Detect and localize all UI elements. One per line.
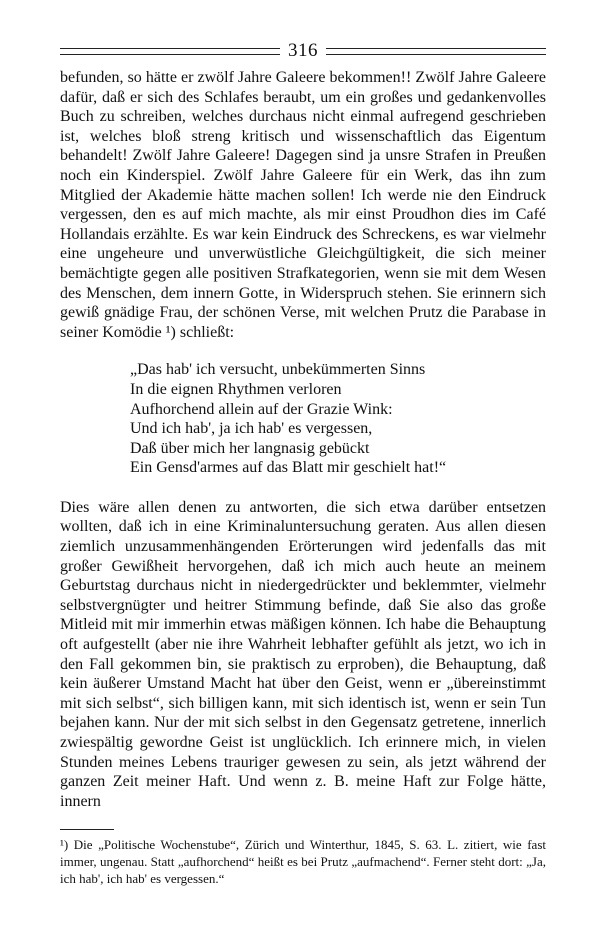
page-header <box>60 40 546 62</box>
body-paragraph-2: Dies wäre allen denen zu antworten, die sich etwa darüber entsetzen wollten, daß ich in eine Kriminaluntersuchung geraten. Aus allen diesen ziemlich unzusammenhängenden Erörterungen wird jedenfalls das mit großer Gewißheit hervorgehen, daß ich mich auch heute an meinem Geburtstag durchaus nicht in niedergedrückter und beklemmter, vielmehr selbstvergnügter und heitrer Stimmung befinde, daß Sie also das große Mitleid mit mir immerhin etwas mäßigen können. Ich habe die Behauptung oft aufgestellt (aber nie ihre Wahrheit lebhafter gefühlt als jetzt, wo ich in den Fall gekommen bin, sie praktisch zu erproben), die Behauptung, daß kein äußerer Umstand Macht hat über den Geist, wenn er „übereinstimmt mit sich selbst“, sich billigen kann, mit sich identisch ist, wenn er sein Tun bejahen kann. Nur der mit sich selbst in den Gegensatz getretene, innerlich zwiespältig gewordne Geist ist unglücklich. Ich erinnere mich, in vielen Stunden meines Lebens trauriger gewesen zu sein, als jetzt während der ganzen Zeit meiner Haft. Und wenn z. B. meine Haft zur Folge hätte, innern <box>60 498 546 810</box>
footnote: ¹) Die „Politische Wochenstube“, Zürich und Winterthur, 1845, S. 63. L. zitiert, wie fast immer, ungenau. Statt „aufhorchend“ heißt es bei Prutz „aufmachend“. Ferner steht dort: „Ja, ich hab', ich hab' es vergessen.“ <box>60 837 546 887</box>
header-rule-left <box>60 48 280 55</box>
poem-line: Ein Gensd'armes auf das Blatt mir geschielt hat!“ <box>130 459 447 477</box>
page-number: 316 <box>288 40 318 61</box>
poem-line: Und ich hab', ja ich hab' es vergessen, <box>130 420 373 438</box>
poem-line: Aufhorchend allein auf der Grazie Wink: <box>130 400 393 418</box>
header-rule-right <box>326 48 546 55</box>
footnote-divider <box>60 829 114 830</box>
body-paragraph-1: befunden, so hätte er zwölf Jahre Galeere bekommen!! Zwölf Jahre Galeere dafür, daß er sich des Schlafes beraubt, um ein großes und gedankenvolles Buch zu schreiben, welches durchaus nicht einmal aufregend geschrieben ist, welches bloß streng kritisch und wissenschaftlich das Eigentum behandelt! Zwölf Jahre Galeere! Dagegen sind ja unsre Strafen in Preußen noch ein Kinderspiel. Zwölf Jahre Galeere für ein Werk, das ihn zum Mitglied der Akademie hätte machen sollen! Ich werde nie den Eindruck vergessen, den es auf mich machte, als mir einst Proudhon dies im Café Hollandais erzählte. Es war kein Eindruck des Schreckens, es war vielmehr eine ungeheure und unverwüstliche Gleichgültigkeit, die sich meiner bemächtigte gegen alle positiven Strafkategorien, wenn sie mit dem Wesen des Menschen, dem innern Gotte, in Widerspruch stehen. Sie erinnern sich gewiß gnädige Frau, der schönen Verse, mit welchen Prutz die Parabase in seiner Komödie ¹) schließt: <box>60 69 546 341</box>
book-page <box>60 40 546 887</box>
poem-line: Daß über mich her langnasig gebückt <box>130 439 370 457</box>
poem-line: „Das hab' ich versucht, unbekümmerten Sinns <box>130 361 426 379</box>
poem-quote <box>130 360 546 478</box>
poem-line: In die eignen Rhythmen verloren <box>130 380 342 398</box>
